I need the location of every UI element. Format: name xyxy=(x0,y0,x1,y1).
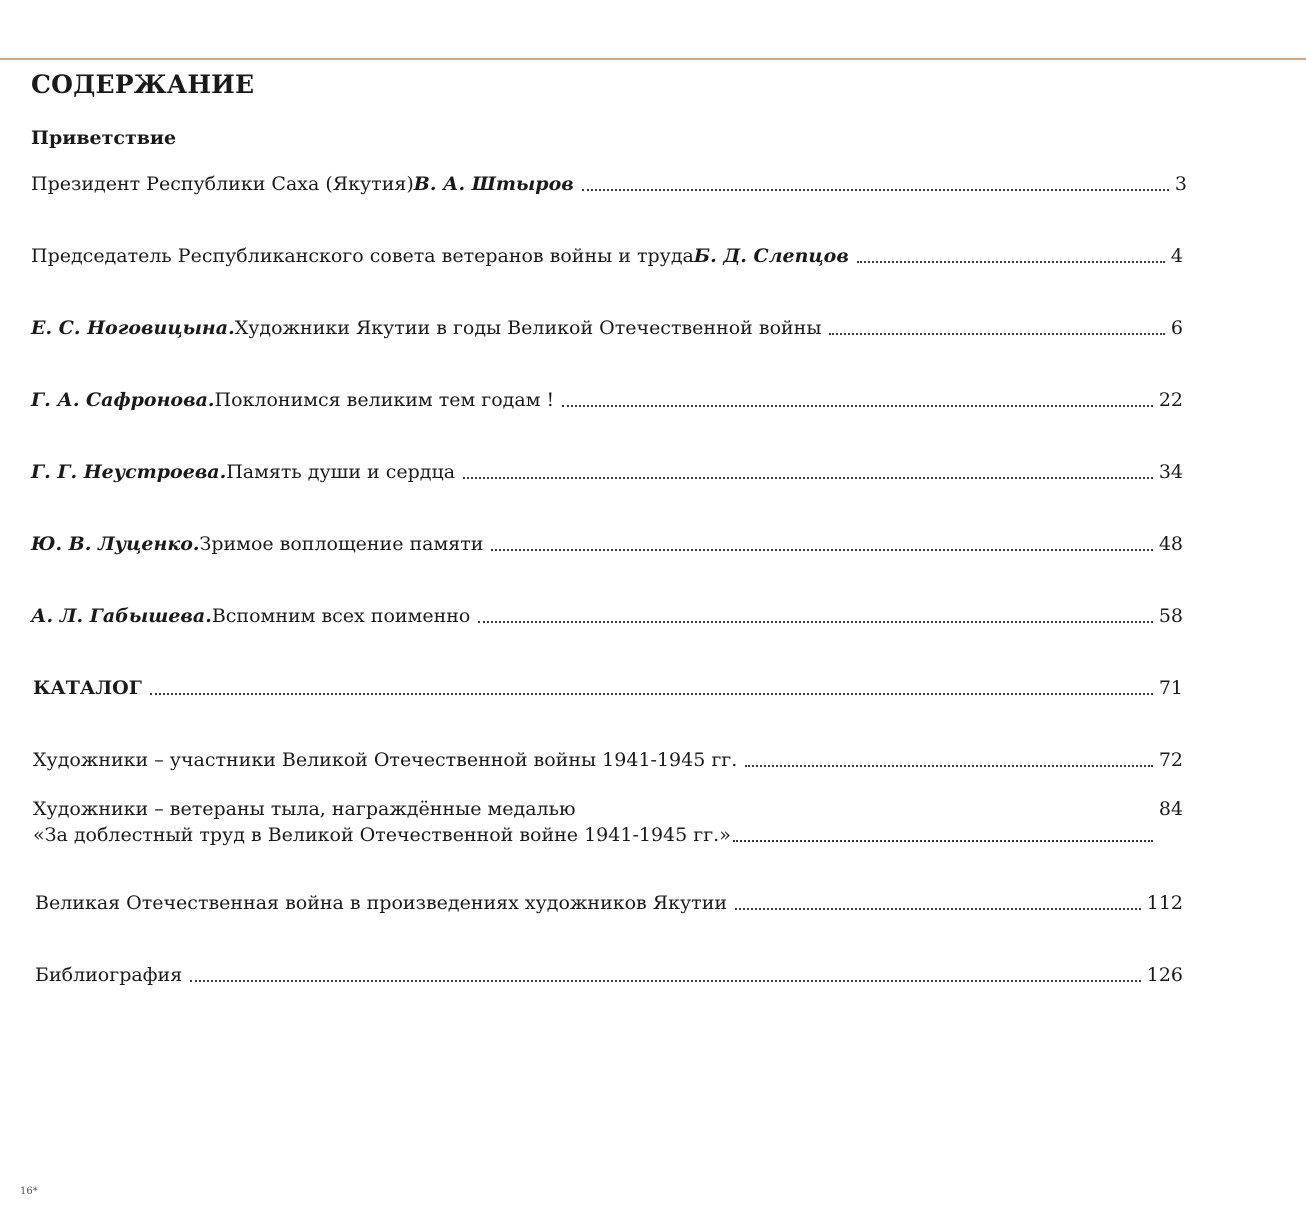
page-number: 71 xyxy=(1158,677,1183,699)
page-number: 3 xyxy=(1174,173,1187,195)
toc-entry-author: А. Л. Габышева. xyxy=(31,605,212,627)
page-number: 4 xyxy=(1170,245,1183,267)
page-number: 6 xyxy=(1170,317,1183,339)
toc-entry-president[interactable] xyxy=(31,171,1187,197)
section-greeting-heading: Приветствие xyxy=(31,127,177,149)
dot-leader xyxy=(733,839,1153,842)
toc-entry-text: КАТАЛОГ xyxy=(33,677,142,699)
toc-entry-war-in-works[interactable] xyxy=(35,890,1183,916)
toc-entry-neustroeva[interactable] xyxy=(31,459,1183,485)
top-rule xyxy=(0,58,1306,60)
toc-entry-war-participants[interactable] xyxy=(33,747,1183,773)
toc-entry-text: Зримое воплощение памяти xyxy=(199,533,484,555)
toc-entry-text: Художники Якутии в годы Великой Отечественной войны xyxy=(234,317,822,339)
toc-entry-author: Г. Г. Неустроева. xyxy=(31,461,227,483)
dot-leader xyxy=(829,332,1164,335)
toc-entry-text: Поклонимся великим тем годам ! xyxy=(214,389,555,411)
toc-entry-safronova[interactable] xyxy=(31,387,1183,413)
page-number: 58 xyxy=(1158,605,1183,627)
toc-entry-text-block xyxy=(33,796,731,848)
toc-entry-text: Библиография xyxy=(35,964,183,986)
toc-entry-gabysheva[interactable] xyxy=(31,603,1183,629)
toc-entry-line-2: «За доблестный труд в Великой Отечественной войне 1941-1945 гг.» xyxy=(33,824,731,846)
toc-entry-text: Память души и сердца xyxy=(226,461,456,483)
dot-leader xyxy=(491,548,1152,551)
toc-entry-veterans-council[interactable] xyxy=(31,243,1183,269)
toc-entry-lutsenko[interactable] xyxy=(31,531,1183,557)
toc-entry-text: Великая Отечественная война в произведениях художников Якутии xyxy=(35,892,728,914)
toc-entry-name: Б. Д. Слепцов xyxy=(693,245,849,267)
toc-entry-text: Художники – участники Великой Отечественной войны 1941-1945 гг. xyxy=(33,749,738,771)
page-number: 84 xyxy=(1158,798,1183,820)
signature-mark: 16* xyxy=(20,1186,38,1197)
page-number: 34 xyxy=(1158,461,1183,483)
toc-entry-bibliography[interactable] xyxy=(35,962,1183,988)
dot-leader xyxy=(562,404,1153,407)
toc-entry-nogovitsyna[interactable] xyxy=(31,315,1183,341)
dot-leader xyxy=(735,907,1141,910)
toc-entry-text: Президент Республики Саха (Якутия) xyxy=(31,173,414,195)
toc-entry-text: Вспомним всех поименно xyxy=(211,605,471,627)
toc-entry-catalog[interactable] xyxy=(33,675,1183,701)
page-number: 112 xyxy=(1146,892,1183,914)
toc-entry-author: Ю. В. Луценко. xyxy=(31,533,200,555)
dot-leader xyxy=(857,260,1165,263)
toc-entry-author: Е. С. Ноговицына. xyxy=(31,317,235,339)
dot-leader xyxy=(745,764,1153,767)
toc-entry-home-front-veterans[interactable] xyxy=(33,796,1183,848)
toc-entry-line-1: Художники – ветераны тыла, награждённые медалью xyxy=(33,798,576,820)
dot-leader xyxy=(150,692,1153,695)
dot-leader xyxy=(582,188,1169,191)
toc-entry-text: Председатель Республиканского совета ветеранов войны и труда xyxy=(31,245,694,267)
page-number: 126 xyxy=(1146,964,1183,986)
dot-leader xyxy=(463,476,1153,479)
dot-leader xyxy=(478,620,1152,623)
page-number: 22 xyxy=(1158,389,1183,411)
page-number: 48 xyxy=(1158,533,1183,555)
toc-entry-name: В. А. Штыров xyxy=(413,173,574,195)
page-title: СОДЕРЖАНИЕ xyxy=(31,70,255,99)
dot-leader xyxy=(190,979,1141,982)
toc-entry-author: Г. А. Сафронова. xyxy=(31,389,215,411)
page-number: 72 xyxy=(1158,749,1183,771)
